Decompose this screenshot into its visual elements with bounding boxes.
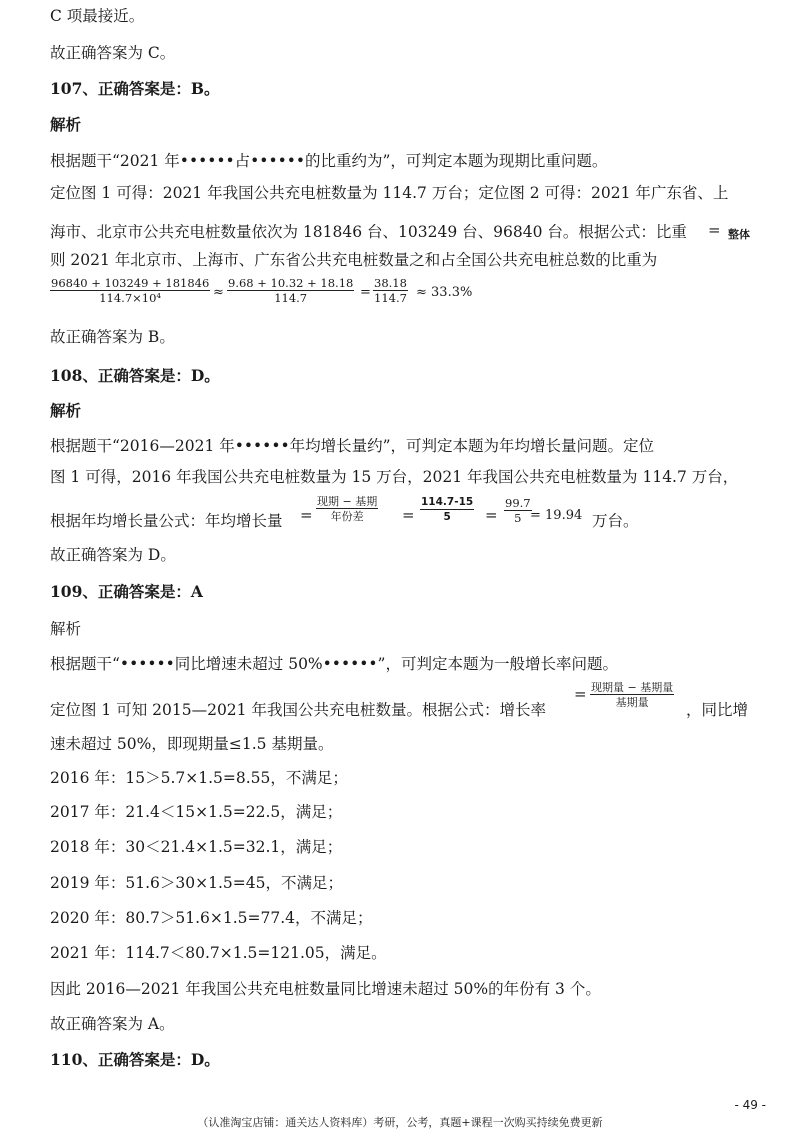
q108-title: 108、正确答案是：D。 — [50, 366, 220, 385]
q109-jiexi-heading: 解析 — [50, 620, 82, 638]
q107-paragraph-2: 定位图 1 可得：2021 年我国公共充电桩数量为 114.7 万台；定位图 2 可得：2021 年广东省、上 — [50, 184, 729, 202]
q110-title: 110、正确答案是：D。 — [50, 1050, 220, 1069]
fraction-denominator: 基期量 — [590, 694, 674, 709]
answer-line: 故正确答案为 A。 — [50, 1015, 175, 1033]
year-check-2018: 2018 年：30＜21.4×1.5=32.1，满足； — [50, 838, 343, 856]
equals-sign: = — [402, 506, 415, 524]
fraction-numerator: 现期量 − 基期量 — [591, 681, 674, 694]
fraction-numerator: 38.18 — [374, 276, 407, 290]
year-check-2016: 2016 年：15＞5.7×1.5=8.55，不满足； — [50, 769, 348, 787]
q108-fraction-3 — [504, 497, 532, 525]
equals-sign: = — [708, 221, 721, 239]
answer-line: 故正确答案为 B。 — [50, 328, 175, 346]
q109-paragraph-2-tail: ，同比增 — [686, 701, 749, 719]
fraction-numerator: 96840 + 103249 + 181846 — [51, 276, 210, 290]
equals-sign: = — [574, 685, 587, 703]
year-check-2019: 2019 年：51.6＞30×1.5=45，不满足； — [50, 874, 343, 892]
q107-paragraph-1: 根据题干“2021 年••••••占••••••的比重约为”，可判定本题为现期比重问题。 — [50, 152, 608, 170]
equals-sign: = — [300, 506, 313, 524]
approx-sign: ≈ — [213, 285, 224, 300]
q107-result: ≈ 33.3% — [416, 285, 473, 300]
fraction-denominator: 114.7 — [374, 291, 407, 305]
fraction-numerator: 现期 − 基期 — [317, 495, 378, 508]
q108-result: = 19.94 — [530, 508, 583, 523]
fraction-numerator: 99.7 — [505, 496, 531, 510]
fraction-denominator: 年份差 — [316, 508, 378, 523]
equals-sign: = — [360, 285, 371, 300]
formula-whole: 整体 — [728, 228, 750, 241]
year-check-2017: 2017 年：21.4＜15×1.5=22.5，满足； — [50, 803, 343, 821]
page-number: - 49 - — [734, 1098, 766, 1112]
fraction-numerator: 114.7-15 — [421, 496, 474, 508]
fraction-denominator: 114.7 — [227, 290, 354, 305]
q108-paragraph-1: 根据题干“2016—2021 年••••••年均增长量约”，可判定本题为年均增长量问题。定位 — [50, 437, 655, 455]
year-check-2021: 2021 年：114.7＜80.7×1.5=121.05，满足。 — [50, 944, 387, 962]
q109-conclusion: 因此 2016—2021 年我国公共充电桩数量同比增速未超过 50%的年份有 3 个。 — [50, 980, 601, 998]
fraction-denominator: 114.7×10⁴ — [50, 290, 210, 305]
q109-paragraph-3: 速未超过 50%，即现期量≤1.5 基期量。 — [50, 735, 334, 753]
q108-unit: 万台。 — [592, 512, 639, 530]
q107-paragraph-4: 则 2021 年北京市、上海市、广东省公共充电桩数量之和占全国公共充电桩总数的比重为 — [50, 251, 658, 269]
q107-fraction-1 — [50, 277, 210, 305]
q108-jiexi-heading: 解析 — [50, 401, 82, 420]
answer-line: 故正确答案为 D。 — [50, 546, 176, 564]
q108-fraction-2 — [420, 496, 474, 524]
q109-paragraph-2: 定位图 1 可知 2015—2021 年我国公共充电桩数量。根据公式：增长率 — [50, 701, 546, 719]
q108-fraction-1 — [316, 495, 378, 523]
q107-fraction-3 — [373, 277, 408, 305]
answer-line: 故正确答案为 C。 — [50, 44, 176, 62]
q107-jiexi-heading: 解析 — [50, 115, 82, 134]
fraction-denominator: 5 — [420, 509, 474, 524]
q107-paragraph-3: 海市、北京市公共充电桩数量依次为 181846 台、103249 台、96840 台。根据公式：比重 — [50, 223, 687, 241]
fraction-denominator: 5 — [504, 510, 532, 525]
q109-paragraph-1: 根据题干“••••••同比增速未超过 50%••••••”，可判定本题为一般增长率问题。 — [50, 655, 618, 673]
equals-sign: = — [485, 506, 498, 524]
q107-fraction-2 — [227, 277, 354, 305]
page-footer: （认准淘宝店铺：通关达人资料库）考研，公考，真题+课程一次购买持续免费更新 — [197, 1116, 603, 1129]
q109-fraction — [590, 681, 674, 709]
q107-title: 107、正确答案是：B。 — [50, 79, 220, 98]
q109-title: 109、正确答案是：A — [50, 582, 203, 601]
year-check-2020: 2020 年：80.7＞51.6×1.5=77.4，不满足； — [50, 909, 373, 927]
fraction-numerator: 9.68 + 10.32 + 18.18 — [228, 276, 354, 290]
text-line: C 项最接近。 — [50, 7, 145, 25]
q108-paragraph-2: 图 1 可得，2016 年我国公共充电桩数量为 15 万台，2021 年我国公共充电桩数量为 114.7 万台， — [50, 468, 739, 486]
q108-paragraph-3: 根据年均增长量公式：年均增长量 — [50, 512, 283, 530]
